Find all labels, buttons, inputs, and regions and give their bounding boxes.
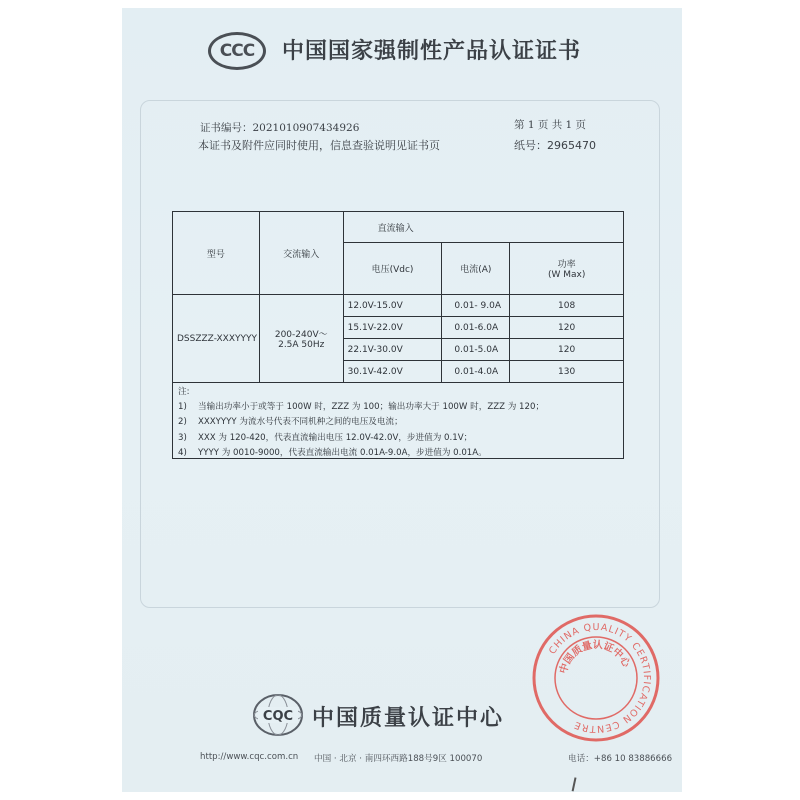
notes-heading: 注: [178, 387, 190, 397]
cert-number: 2021010907434926 [252, 122, 360, 134]
table-header-row [173, 212, 624, 243]
header-current: 电流(A) [442, 243, 510, 295]
website-link[interactable]: http://www.cqc.com.cn [200, 752, 299, 762]
header-power [510, 243, 624, 295]
note-item [178, 415, 623, 430]
paper-number: 2965470 [547, 139, 596, 152]
address: 中国 · 北京 · 南四环西路188号9区 100070 [314, 754, 483, 764]
header-model: 型号 [173, 212, 260, 295]
voltage-cell: 15.1V-22.0V [343, 317, 442, 339]
page-info: 第 1 页 共 1 页 [514, 119, 587, 131]
current-cell: 0.01-4.0A [442, 361, 510, 383]
voltage-cell: 22.1V-30.0V [343, 339, 442, 361]
header-power-unit: (W Max) [547, 270, 586, 280]
cqc-logo-text: CQC [262, 709, 294, 724]
org-name: 中国质量认证中心 [312, 706, 505, 731]
power-cell: 120 [510, 317, 624, 339]
note-text: XXX 为 120-420，代表直流输出电压 12.0V-42.0V，步进值为 0.1V； [198, 432, 473, 443]
current-cell: 0.01- 9.0A [442, 295, 510, 317]
power-cell: 120 [510, 339, 624, 361]
ac-input-cell [259, 295, 343, 383]
usage-notice: 本证书及附件应同时使用，信息查验说明见证书页 [198, 139, 440, 152]
current-cell: 0.01-5.0A [442, 339, 510, 361]
header-voltage: 电压(Vdc) [343, 243, 442, 295]
spec-table [172, 211, 624, 383]
note-number: 1) [178, 402, 187, 413]
seal-ring-text: CHINA QUALITY CERTIFICATION CENTRE [547, 621, 653, 735]
note-number: 4) [178, 447, 187, 458]
certificate-header [200, 32, 620, 70]
note-text: YYYY 为 0010-9000，代表直流输出电流 0.01A-9.0A，步进值为 0.01A。 [198, 447, 487, 458]
paper-number-line [514, 137, 596, 153]
phone: 电话：+86 10 83886666 [568, 754, 673, 764]
paper-number-label: 纸号： [514, 139, 547, 152]
note-number: 2) [178, 417, 187, 428]
note-number: 3) [178, 432, 187, 443]
ccc-logo: CCC [208, 32, 266, 70]
power-cell: 130 [510, 361, 624, 383]
note-item [178, 446, 623, 461]
certificate-title: 中国国家强制性产品认证证书 [282, 39, 582, 64]
note-item [178, 431, 623, 446]
header-power-label: 功率 [557, 260, 576, 270]
cert-number-line [200, 120, 359, 135]
ac-current-freq: 2.5A 50Hz [278, 340, 325, 350]
official-seal [530, 612, 662, 744]
cqc-logo [252, 693, 304, 737]
note-item [178, 400, 623, 415]
model-cell: DSSZZZ-XXXYYYY [173, 295, 260, 383]
table-row [173, 295, 624, 317]
note-text: 当输出功率小于或等于 100W 时，ZZZ 为 100；输出功率大于 100W 时，ZZZ 为 120； [198, 402, 545, 413]
voltage-cell: 12.0V-15.0V [343, 295, 442, 317]
power-cell: 108 [510, 295, 624, 317]
header-dc-input: 直流输入 [343, 212, 623, 243]
current-cell: 0.01-6.0A [442, 317, 510, 339]
note-text: XXXYYYY 为流水号代表不同机种之间的电压及电流； [198, 417, 403, 428]
notes-box [172, 381, 624, 459]
cert-number-label: 证书编号： [200, 122, 253, 134]
ac-voltage: 200-240V～ [274, 330, 328, 340]
voltage-cell: 30.1V-42.0V [343, 361, 442, 383]
seal-inner-text: 中国质量认证中心 [558, 639, 632, 676]
header-ac-input: 交流输入 [259, 212, 343, 295]
